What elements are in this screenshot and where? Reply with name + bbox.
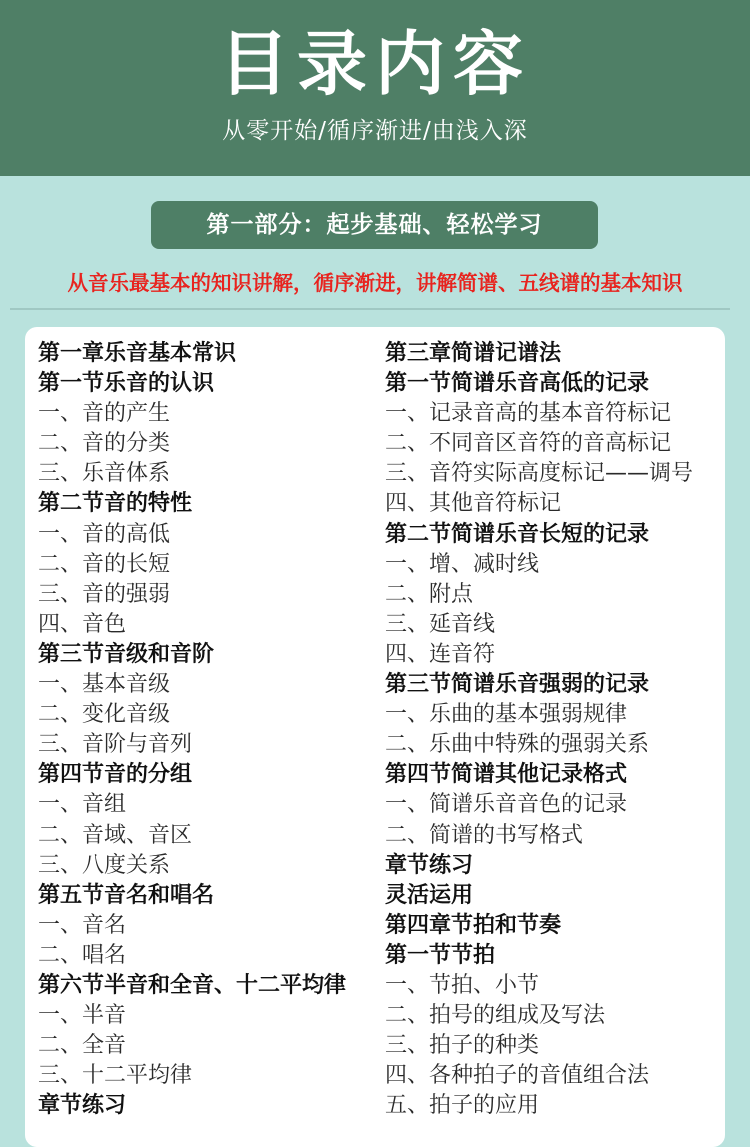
toc-item: 一、简谱乐音音色的记录 — [385, 792, 628, 818]
toc-heading: 灵活运用 — [385, 882, 474, 908]
toc-heading: 章节练习 — [38, 1093, 127, 1119]
toc-item: 四、连音符 — [385, 641, 496, 667]
toc-heading: 第六节半音和全音、十二平均律 — [38, 972, 347, 998]
toc-item: 四、其他音符标记 — [385, 491, 562, 517]
toc-item: 三、音符实际高度标记——调号 — [385, 461, 694, 487]
toc-item: 一、乐曲的基本强弱规律 — [385, 702, 628, 728]
section-banner: 第一部分：起步基础、轻松学习 — [151, 201, 598, 249]
toc-heading: 第四节音的分组 — [38, 762, 193, 788]
toc-item: 三、音的强弱 — [38, 581, 171, 607]
toc-item: 二、附点 — [385, 581, 474, 607]
toc-item: 一、音组 — [38, 792, 127, 818]
toc-item: 一、基本音级 — [38, 672, 171, 698]
toc-item: 三、延音线 — [385, 611, 496, 637]
toc-item: 一、音的高低 — [38, 521, 171, 547]
toc-heading: 第三节音级和音阶 — [38, 641, 215, 667]
toc-item: 二、音的分类 — [38, 431, 171, 457]
toc-item: 一、音名 — [38, 912, 127, 938]
toc-item: 五、拍子的应用 — [385, 1093, 540, 1119]
toc-item: 二、音的长短 — [38, 551, 171, 577]
toc-heading: 第一节简谱乐音高低的记录 — [385, 371, 650, 397]
toc-item: 一、增、减时线 — [385, 551, 540, 577]
page-title: 目录内容 — [219, 23, 531, 105]
intro-text: 从音乐最基本的知识讲解，循序渐进，讲解简谱、五线谱的基本知识 — [67, 271, 683, 295]
toc-item: 四、各种拍子的音值组合法 — [385, 1063, 650, 1089]
toc-item: 二、不同音区音符的音高标记 — [385, 431, 672, 457]
toc-item: 四、音色 — [38, 611, 127, 637]
toc-item: 二、简谱的书写格式 — [385, 822, 584, 848]
toc-item: 二、音域、音区 — [38, 822, 193, 848]
toc-heading: 第一章乐音基本常识 — [38, 341, 237, 366]
toc-item: 一、半音 — [38, 1003, 127, 1029]
toc-item: 三、十二平均律 — [38, 1063, 193, 1089]
toc-left-column — [38, 339, 346, 1121]
toc-heading: 第三节简谱乐音强弱的记录 — [385, 672, 650, 698]
toc-item: 一、记录音高的基本音符标记 — [385, 401, 672, 427]
toc-heading: 章节练习 — [385, 852, 474, 878]
toc-item: 二、拍号的组成及写法 — [385, 1003, 606, 1029]
toc-heading: 第一节乐音的认识 — [38, 371, 215, 397]
toc-heading: 第五节音名和唱名 — [38, 882, 215, 908]
page-header — [0, 0, 750, 176]
toc-item: 三、音阶与音列 — [38, 732, 193, 758]
page-subtitle: 从零开始/循序渐进/由浅入深 — [222, 118, 528, 144]
toc-item: 三、八度关系 — [38, 852, 171, 878]
divider — [10, 308, 730, 310]
toc-heading: 第一节节拍 — [385, 942, 496, 968]
toc-item: 二、乐曲中特殊的强弱关系 — [385, 732, 650, 758]
toc-right-column — [385, 339, 693, 1121]
toc-item: 二、全音 — [38, 1033, 127, 1059]
toc-heading: 第三章简谱记谱法 — [385, 341, 562, 366]
toc-heading: 第二节简谱乐音长短的记录 — [385, 521, 650, 547]
toc-item: 一、节拍、小节 — [385, 972, 540, 998]
toc-heading: 第二节音的特性 — [38, 491, 193, 517]
toc-item: 一、音的产生 — [38, 401, 171, 427]
toc-item: 三、乐音体系 — [38, 461, 171, 487]
toc-heading: 第四节简谱其他记录格式 — [385, 762, 628, 788]
toc-item: 二、唱名 — [38, 942, 127, 968]
toc-heading: 第四章节拍和节奏 — [385, 912, 562, 938]
toc-item: 三、拍子的种类 — [385, 1033, 540, 1059]
toc-item: 二、变化音级 — [38, 702, 171, 728]
